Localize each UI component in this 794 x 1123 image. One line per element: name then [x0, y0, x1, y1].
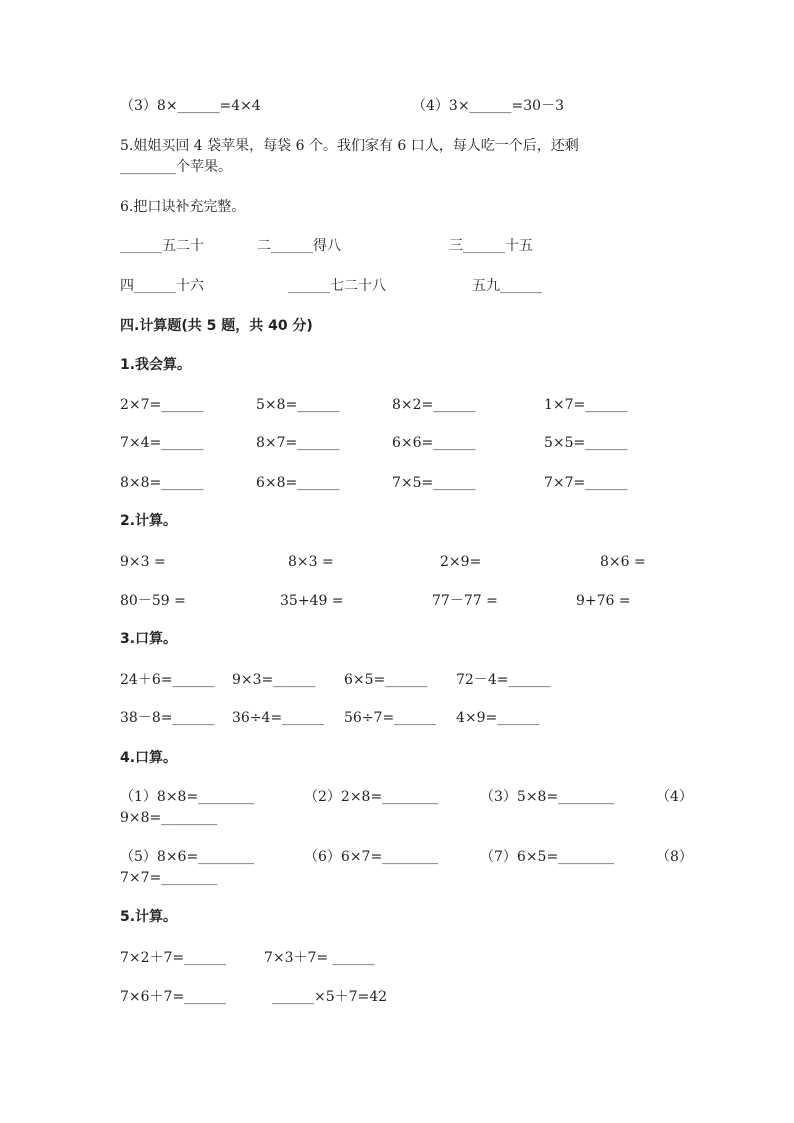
q6-blank-4: 四______十六 [120, 278, 204, 294]
p3-item: 72－4=______ [456, 672, 551, 688]
q6-blank-6: 五九______ [472, 278, 542, 294]
p1-item: 6×6=______ [392, 435, 476, 451]
p1-item: 5×5=______ [544, 435, 628, 451]
p5-item: 7×2＋7=______ [120, 950, 227, 966]
p2-item: 8×6 = [600, 554, 646, 570]
p5-item: 7×3＋7= ______ [264, 950, 375, 966]
q4-item-4: （4）3×______=30－3 [412, 98, 564, 114]
q6-blank-3: 三______十五 [449, 238, 533, 254]
p4-item: （6）6×7=________ [304, 849, 439, 865]
problem-4-title: 4.口算。 [120, 750, 178, 766]
p4-item: （2）2×8=________ [304, 789, 439, 805]
p2-item: 2×9= [440, 554, 482, 570]
section-4-heading: 四.计算题(共 5 题，共 40 分) [120, 318, 313, 334]
p4-item: （3）5×8=________ [480, 789, 615, 805]
p4-item-wrap: 7×7=________ [120, 870, 218, 886]
p1-item: 7×7=______ [544, 475, 628, 491]
p3-item: 24＋6=______ [120, 672, 215, 688]
p2-item: 35+49 = [280, 593, 344, 609]
p4-item: （4） [656, 789, 693, 805]
problem-2-title: 2.计算。 [120, 513, 178, 529]
question-6-title: 6.把口诀补充完整。 [120, 199, 246, 215]
p1-item: 5×8=______ [256, 397, 340, 413]
p4-item: （5）8×6=________ [120, 849, 255, 865]
p3-item: 9×3=______ [232, 672, 316, 688]
p3-item: 38－8=______ [120, 710, 215, 726]
p5-item: ______×5＋7=42 [272, 989, 388, 1005]
problem-3-title: 3.口算。 [120, 631, 178, 647]
p1-item: 2×7=______ [120, 397, 204, 413]
p2-item: 9×3 = [120, 554, 166, 570]
question-5-line-1: 5.姐姐买回 4 袋苹果，每袋 6 个。我们家有 6 口人，每人吃一个后，还剩 [120, 138, 579, 154]
p2-item: 8×3 = [288, 554, 334, 570]
p3-item: 36÷4=______ [232, 710, 325, 726]
p2-item: 9+76 = [576, 593, 631, 609]
p4-item: （8） [656, 849, 693, 865]
q6-blank-5: ______七二十八 [288, 278, 386, 294]
p1-item: 6×8=______ [256, 475, 340, 491]
p1-item: 8×2=______ [392, 397, 476, 413]
q6-blank-2: 二______得八 [257, 238, 341, 254]
p4-item: （1）8×8=________ [120, 789, 255, 805]
question-5-line-2: ________个苹果。 [120, 159, 232, 175]
p5-item: 7×6＋7=______ [120, 989, 227, 1005]
problem-5-title: 5.计算。 [120, 909, 178, 925]
p1-item: 7×4=______ [120, 435, 204, 451]
p4-item: （7）6×5=________ [480, 849, 615, 865]
problem-1-title: 1.我会算。 [120, 357, 192, 373]
p3-item: 4×9=______ [456, 710, 540, 726]
p2-item: 77－77 = [432, 593, 498, 609]
p3-item: 56÷7=______ [344, 710, 437, 726]
q6-blank-1: ______五二十 [120, 238, 204, 254]
p1-item: 1×7=______ [544, 397, 628, 413]
p1-item: 8×7=______ [256, 435, 340, 451]
p2-item: 80－59 = [120, 593, 186, 609]
p3-item: 6×5=______ [344, 672, 428, 688]
p4-item-wrap: 9×8=________ [120, 810, 218, 826]
p1-item: 7×5=______ [392, 475, 476, 491]
q4-item-3: （3）8×______=4×4 [120, 98, 261, 114]
p1-item: 8×8=______ [120, 475, 204, 491]
